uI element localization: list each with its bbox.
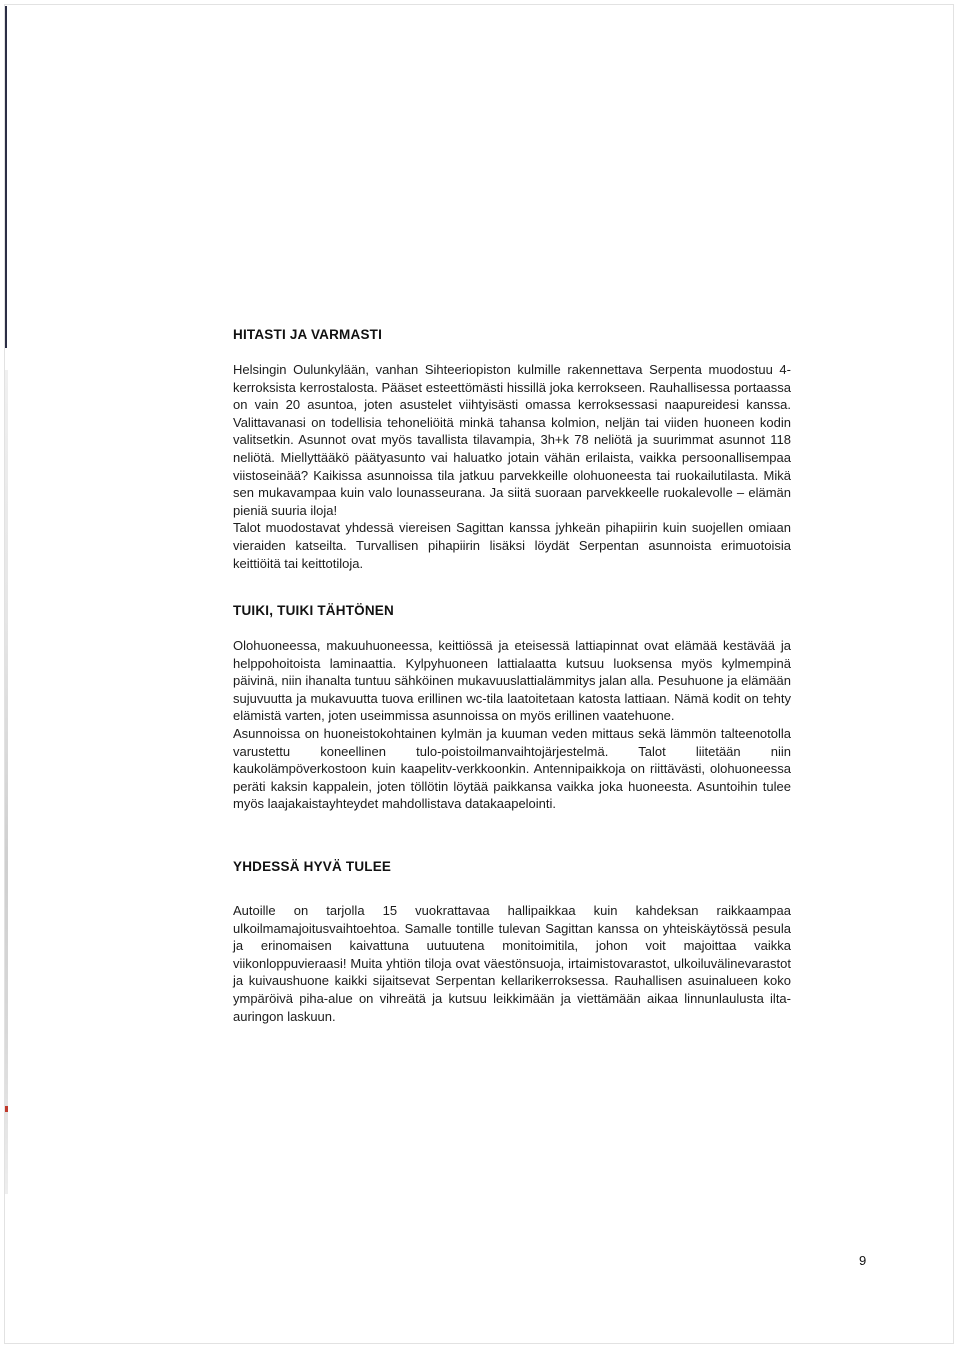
left-edge-bar [5,6,7,348]
paragraph: Asunnoissa on huoneistokohtainen kylmän ja kuuman veden mittaus sekä lämmön talteenotolla varustettu koneellinen tulo-poistoilmanvaihtojärjestelmä. Talot liitetään niin kaukolämpöverkostoon kuin kaapelitv-verkkoonkin. Antennipaikkoja on riittävästi, olohuoneessa peräti kaksin kappalein, joten töllötin löytää paikkansa vaikka joka huoneesta. Asuntoihin tulee myös laajakaistayhteydet mahdollistava datakaapelointi. [233,725,791,812]
section-body-hitasti [233,361,791,572]
section-heading-tuiki: TUIKI, TUIKI TÄHTÖNEN [233,603,394,618]
left-edge-image-strip [5,370,8,1194]
paragraph: Talot muodostavat yhdessä viereisen Sagittan kanssa jyhkeän pihapiirin kuin suojellen omiaan vieraiden katseilta. Turvallisen pihapiirin lisäksi löydät Serpentan asunnoista erimuotoisia keittiöitä tai keittotiloja. [233,520,791,571]
paragraph: Autoille on tarjolla 15 vuokrattavaa hallipaikkaa kuin kahdeksan raikkaampaa ulkoilmamajoitusvaihtoehtoa. Samalle tontille tulevan Sagittan kanssa on yhteiskäytössä pesula ja erinomaisen kaivattuna uutuutena monitoimitila, johon voit majoittaa vaikka viikonloppuvieraasi! Muita yhtiön tiloja ovat väestönsuoja, irtaimistovarastot, ulkoiluvälinevarastot ja kuivaushuone kaikki sijaitsevat Serpentan kellarikerroksessa. Rauhallisen asuinalueen koko ympäröivä piha-alue on vihreätä ja kutsuu leikkimään ja viettämään aikaa linnunlaulusta ilta-auringon laskuun. [233,903,791,1024]
page-number: 9 [859,1253,867,1268]
left-edge-red-mark [5,1106,8,1112]
section-heading-yhdessa: YHDESSÄ HYVÄ TULEE [233,859,392,874]
paragraph: Olohuoneessa, makuuhuoneessa, keittiössä ja eteisessä lattiapinnat ovat elämää kestävää ja helppohoitoista laminaattia. Kylpyhuoneen lattialaatta kutsuu luoksensa myös kylmempinä päivinä, niin ihanalta tuntuu sähköinen mukavuuslattialämmitys jalan alla. Pesuhuone ja elämään sujuvuutta ja mukavuutta tuova erillinen wc-tila laatoitetaan katosta lattiaan. Nämä kodit on tehty elämistä varten, joten useimmissa asunnoissa on myös erillinen vaatehuone. [233,638,791,724]
section-heading-hitasti: HITASTI JA VARMASTI [233,327,383,342]
section-body-tuiki [233,637,791,813]
paragraph: Helsingin Oulunkylään, vanhan Sihteeriopiston kulmille rakennettava Serpenta muodostuu 4-kerroksista kerrostalosta. Pääset esteettömästi hissillä joka kerrokseen. Rauhallisessa portaassa on vain 20 asuntoa, joten asustelet viihtyisästi omassa kerroksessasi naapureidesi kanssa. Valittavanasi on todellisia tehoneliöitä minkä tahansa kolmion, neljän tai viiden huoneen kodin valitsetkin. Asunnot ovat myös tavallista tilavampia, 3h+k 78 neliötä ja suurimmat asunnot 118 neliötä. Miellyttääkö päätyasunto vai haluatko jotain vähän erilaista, vaikka persoonallisempaa viistoseinää? Kaikissa asunnoissa tila jatkuu parvekkeille olohuoneesta tai ruokailutilasta. Mikä sen mukavampaa kuin valo lounasseurana. Ja siitä suoraan parvekkeelle ruokalevolle – elämän pieniä suuria iloja! [233,362,791,518]
section-body-yhdessa [233,902,791,1025]
